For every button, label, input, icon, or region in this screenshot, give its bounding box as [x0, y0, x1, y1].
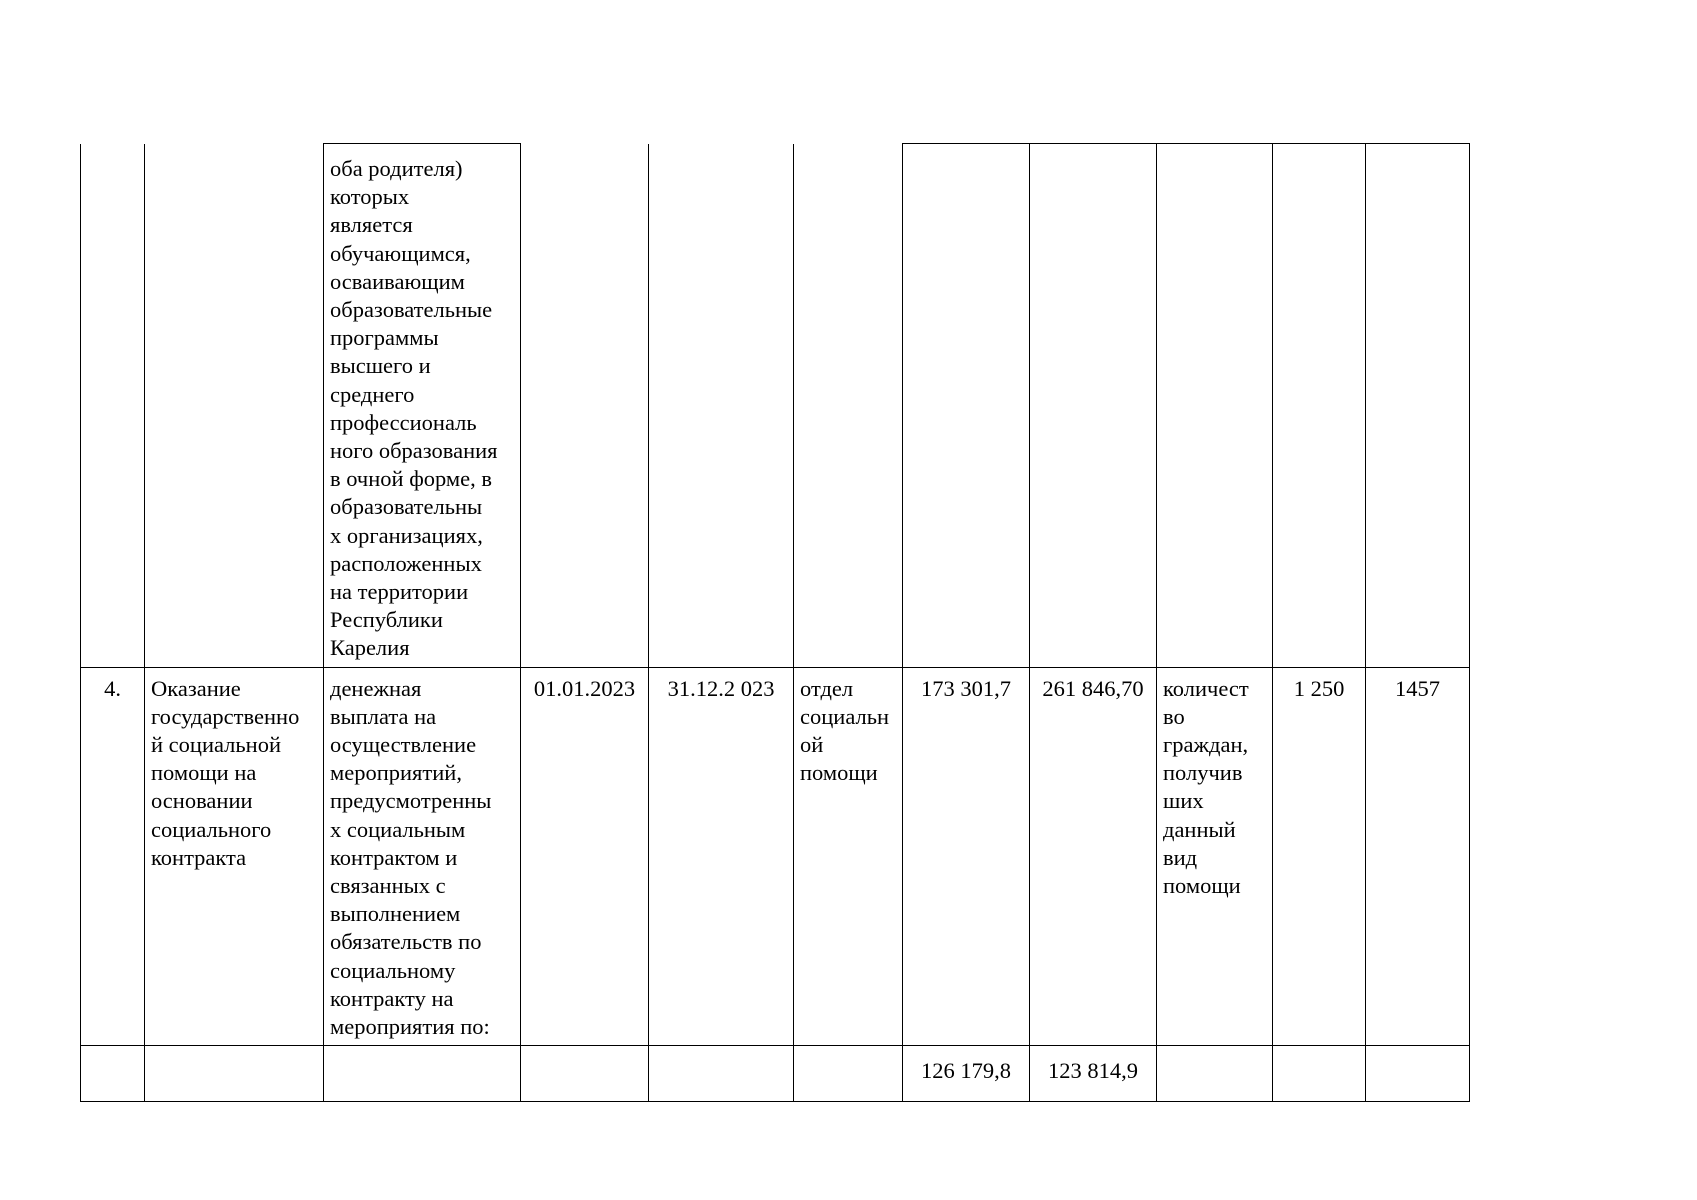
cell-indicator [1157, 1046, 1273, 1102]
recipients-description: денежная выплата на осуществление мероприятий, предусмотренны х социальным контрактом и связанных с выполнением обязательств по социальному контракту на мероприятия по: [324, 667, 521, 1046]
cell-recipients: оба родителя) которых является обучающимся, осваивающим образовательные программы высшего и среднего профессиональ ного образования в очной форме, в образовательны х организациях, расположенных на территории Республики Карелия [324, 144, 521, 668]
cell-amount-1 [903, 144, 1030, 668]
cell-fact-value [1366, 1046, 1470, 1102]
cell-executor [794, 1046, 903, 1102]
table-row-continuation [81, 144, 1470, 668]
cell-fact-value [1366, 144, 1470, 668]
amount-2: 261 846,70 [1030, 667, 1157, 1046]
cell-measure [145, 1046, 324, 1102]
cell-measure [145, 144, 324, 668]
executor: отдел социальн ой помощи [794, 667, 903, 1046]
table-row-total [81, 1046, 1470, 1102]
cell-number [81, 1046, 145, 1102]
cell-executor [794, 144, 903, 668]
cell-plan-value [1273, 144, 1366, 668]
total-amount-1: 126 179,8 [903, 1046, 1030, 1102]
cell-start-date [521, 144, 649, 668]
total-amount-2: 123 814,9 [1030, 1046, 1157, 1102]
end-date: 31.12.2 023 [649, 667, 794, 1046]
start-date: 01.01.2023 [521, 667, 649, 1046]
indicator: количест во граждан, получив ших данный вид помощи [1157, 667, 1273, 1046]
cell-recipients [324, 1046, 521, 1102]
cell-indicator [1157, 144, 1273, 668]
cell-end-date [649, 144, 794, 668]
fact-value: 1457 [1366, 667, 1470, 1046]
cell-start-date [521, 1046, 649, 1102]
plan-value: 1 250 [1273, 667, 1366, 1046]
row-number: 4. [81, 667, 145, 1046]
amount-1: 173 301,7 [903, 667, 1030, 1046]
measures-table [80, 143, 1470, 1102]
cell-end-date [649, 1046, 794, 1102]
cell-number [81, 144, 145, 668]
table-row-4 [81, 667, 1470, 1046]
cell-amount-2 [1030, 144, 1157, 668]
cell-plan-value [1273, 1046, 1366, 1102]
measure-name: Оказание государственно й социальной помощи на основании социального контракта [145, 667, 324, 1046]
